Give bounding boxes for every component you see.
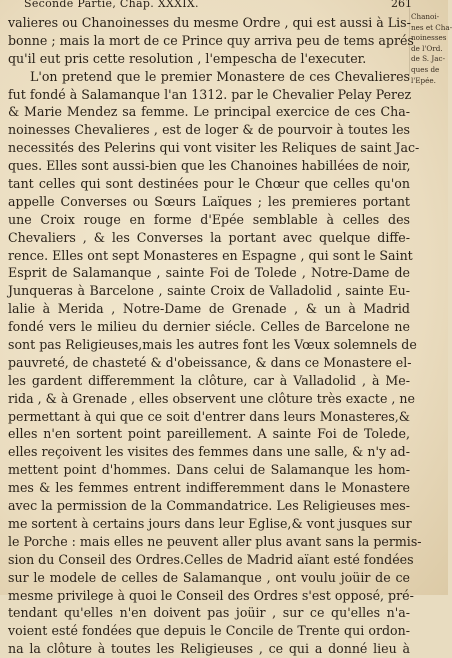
text-line: pauvreté, de chasteté & d'obeissance, & dans ce Monastere el- xyxy=(8,354,412,370)
text-line: voient esté fondées que depuis le Concile de Trente qui ordon- xyxy=(8,623,410,639)
text-line: ques. Elles sont aussi-bien que les Chanoines habillées de noir, xyxy=(8,158,411,174)
margin-note-line: ques de xyxy=(411,64,440,74)
text-line: rida , & à Grenade , elles observent une clôture très exacte , ne xyxy=(8,390,415,406)
text-line: tendant qu'elles n'en doivent pas joüir , sur ce qu'elles n'a- xyxy=(8,605,410,621)
text-line: Esprit de Salamanque , sainte Foi de Tolede , Notre-Dame de xyxy=(8,265,410,281)
text-line: elles reçoivent les visites des femmes dans une salle, & n'y ad- xyxy=(8,444,410,460)
margin-note-line: l'Epée. xyxy=(411,75,436,85)
text-line: fut fondé à Salamanque l'an 1312. par le Chevalier Pelay Perez xyxy=(8,86,412,102)
text-line: Chevaliers , & les Converses la portant avec quelque diffe- xyxy=(8,229,410,245)
text-line: rence. Elles ont sept Monasteres en Espagne , qui sont le Saint xyxy=(8,247,413,263)
text-line: necessités des Pelerins qui vont visiter les Reliques de saint Jac- xyxy=(8,140,420,156)
text-line: mettent point d'hommes. Dans celui de Salamanque les hom- xyxy=(8,462,410,478)
text-line: mesme privilege à quoi le Conseil des Ordres s'est opposé, pré- xyxy=(8,587,414,603)
text-line: L'on pretend que le premier Monastere de ces Chevalieres xyxy=(30,68,410,84)
text-line: sont pas Religieuses,mais les autres font les Vœux solemnels de xyxy=(8,337,417,353)
page-header xyxy=(10,0,410,14)
text-line: na la clôture à toutes les Religieuses , ce qui a donné lieu à xyxy=(8,641,410,657)
margin-note-line: noinesses xyxy=(411,33,447,43)
text-line: les gardent differemment la clôture, car à Valladolid , à Me- xyxy=(8,372,410,388)
text-line: appelle Converses ou Sœurs Laïques ; les premieres portant xyxy=(8,193,410,209)
text-line: mes & les femmes entrent indifferemment dans le Monastere xyxy=(8,480,410,496)
text-line: lalie à Merida , Notre-Dame de Grenade , & un à Madrid xyxy=(8,301,410,317)
text-line: sion du Conseil des Ordres.Celles de Madrid aïant esté fondées xyxy=(8,551,414,567)
text-line: permettant à qui que ce soit d'entrer dans leurs Monasteres,& xyxy=(8,408,410,424)
text-line: le Porche : mais elles ne peuvent aller plus avant sans la permis- xyxy=(8,533,422,549)
text-line: une Croix rouge en forme d'Epée semblable à celles des xyxy=(8,211,410,227)
page-number: 261 xyxy=(391,0,412,10)
text-line: Junqueras à Barcelone , sainte Croix de Valladolid , sainte Eu- xyxy=(8,283,410,299)
text-line: fondé vers le milieu du dernier siécle. Celles de Barcelone ne xyxy=(8,319,410,335)
text-line: elles n'en sortent point pareillement. A sainte Foi de Tolede, xyxy=(8,426,410,442)
body-text xyxy=(8,14,422,658)
text-line: bonne ; mais la mort de ce Prince quy arriva peu de tems aprés xyxy=(8,32,414,48)
text-line: & Marie Mendez sa femme. Le principal exercice de ces Cha- xyxy=(8,104,410,120)
text-line: valieres ou Chanoinesses du mesme Ordre , qui est aussi à Lis- xyxy=(8,15,411,30)
running-title: Seconde Partie, Chap. XXXIX. xyxy=(24,0,199,10)
margin-note-line: de S. Jac- xyxy=(411,54,445,64)
margin-note-line: Chanoi- xyxy=(411,12,440,21)
text-line: qu'il eut pris cette resolution , l'empescha de l'executer. xyxy=(8,50,367,66)
margin-note-line: nes et Cha- xyxy=(411,22,452,32)
text-line: noinesses Chevalieres , est de loger & de pourvoir à toutes les xyxy=(8,122,410,138)
text-line: avec la permission de la Commandatrice. Les Religieuses mes- xyxy=(8,498,410,514)
margin-note-line: de l'Ord. xyxy=(411,43,443,53)
text-line: tant celles qui sont destinées pour le Chœur que celles qu'on xyxy=(8,176,410,192)
text-line: me sortent à certains jours dans leur Eglise,& vont jusques sur xyxy=(8,515,412,531)
margin-note xyxy=(411,12,452,86)
text-line: sur le modele de celles de Salamanque , ont voulu joüir de ce xyxy=(8,569,410,585)
